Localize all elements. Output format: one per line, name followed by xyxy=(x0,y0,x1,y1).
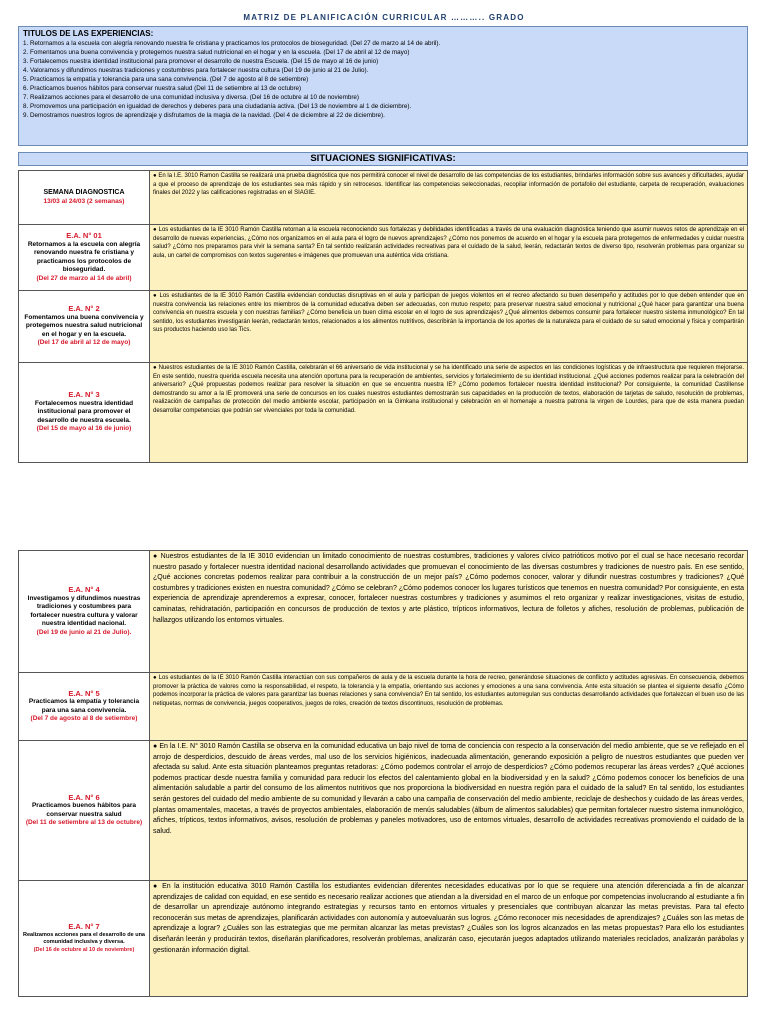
experience-name: Fomentamos una buena convivencia y protegemos nuestra salud nutricional en el hogar y en la escuela. xyxy=(24,313,144,338)
experience-date: (Del 7 de agosto al 8 de setiembre) xyxy=(30,715,138,722)
experience-name: Practicamos la empatía y tolerancia para una sana convivencia. xyxy=(28,698,140,714)
experience-date: (Del 15 de mayo al 16 de junio) xyxy=(36,425,132,433)
experience-code: E.A. N° 2 xyxy=(68,304,100,314)
situation-text-cell: ● Los estudiantes de la IE 3010 Ramón Castilla retornan a la escuela reconociendo sus fortalezas y debilidades identificadas a través de una evaluación diagnóstica teniendo que asumir nuevos retos de aprendizaje en el desarrollo de nuevas experiencias, ¿Cómo nos organizamos en el aula para el logro de nuevos aprendizajes? ¿Cómo nos ponemos de acuerdo en el hogar y la escuela para protegernos de enfermedades y cuidar nuestra salud? ¿Cómo nos preparamos para vivir la semana santa? En tal sentido realizarán actividades recreativas para el cuidado de la salud, leerán, redactarán textos de diverso tipo, resolverán problemas para organizar su aula, un cartel de compromisos con textos sugerentes e imágenes que promuevan una auténtica vida cristiana. xyxy=(150,225,748,291)
experience-date: (Del 27 de marzo al 14 de abril) xyxy=(36,274,132,282)
table-row xyxy=(19,673,748,741)
significant-situations-heading: SITUACIONES SIGNIFICATIVAS: xyxy=(18,152,748,166)
experience-code: E.A. N° 5 xyxy=(68,688,100,698)
table-row xyxy=(19,551,748,673)
situation-text-cell: ● Nuestros estudiantes de la IE 3010 evidencian un limitado conocimiento de nuestras costumbres, tradiciones y valores cívico patrióticos motivo por el cual se hace necesario recordar nuestro pasado y fortalecer nuestra identidad nacional desarrollando actividades que promuevan el conocimiento de las diversas costumbres y tradiciones de nuestro país. En ese sentido, ¿Qué acciones concretas podemos realizar para contribuir a la construcción de un mejor país? ¿Cómo podemos conocer, valorar y difundir nuestras costumbres y tradiciones? ¿Qué costumbres y tradiciones existen en nuestra comunidad? ¿Cómo se celebran? ¿Cómo podemos conocer los lugares turísticos que tenemos en nuestra comunidad? Por consiguiente, en esta experiencia de aprendizaje aprenderemos a expresar, conocer, fortalecer nuestras costumbres y tradiciones y asumimos el reto organizar y realizar investigaciones, visitas de estudio, caminatas, rehidratación, participación en concursos de producción de textos y arte plástico, trípticos informativos, lectura de folletos y afiches, resolución de problemas, publicación de hallazgos utilizando los entornos virtuales. xyxy=(150,551,748,673)
experience-title-item: 6. Practicamos buenos hábitos para conservar nuestra salud (Del 11 de setiembre al 13 de octubre) xyxy=(23,85,302,92)
situation-text-cell: ● En la I.E. 3010 Ramon Castilla se realizará una prueba diagnóstica que nos permitirá conocer el nivel de desarrollo de las competencias de los estudiantes, brindarles información sobre sus avances y dificultades, ayudar a que el proceso de aprendizaje de los estudiantes sea más rápido y sin retrocesos. Identificar las competencias seleccionadas, recopilar información de portafolio del estudiante, carpeta de recuperación, evaluaciones finales del 2022 y las calificaciones registradas en el SIAGIE. xyxy=(150,171,748,225)
experience-title-item: 5. Practicamos la empatía y tolerancia para una sana convivencia. (Del 7 de agosto al 8 de setiembre) xyxy=(23,76,309,83)
experience-code: E.A. N° 01 xyxy=(66,231,102,240)
experience-title-item: 1. Retornamos a la escuela con alegría renovando nuestra fe cristiana y practicamos los protocolos de bioseguridad. (Del 27 de marzo al 14 de abril). xyxy=(23,40,441,47)
situation-text: Nuestros estudiantes de la IE 3010 Ramón Castilla, celebrarán el 66 aniversario de vida institucional y se ha identificado una serie de aspectos en las condiciones logísticas y de infraestructura que requieren mejorarse. En este sentido, nuestra querida escuela necesita una atención oportuna para la recuperación de ambientes, servicios y fortalecimiento de su identidad institucional. ¿Qué acciones podemos realizar para la celebración del aniversario? ¿Qué propuestas podemos realizar para resolver la situación en que se encuentra nuestra IE? ¿Cómo podemos fortalecer nuestra identidad institucional? Por consiguiente, la comunidad Castillense demostrando su amor a la IE promoverá una serie de concursos en los cuales nuestros estudiantes demostrarán sus capacidades en la producción de textos, elaboración de tarjetas de saludo, resolución de problemas, realización de campañas de protección del medio ambiente escolar, participación en la Gimkana institucional y celebración en el homenaje a nuestra patrona la virgen de Lourdes, para que de esta manera puedan desarrollar competencias que podrán ser vivenciales por toda la comunidad. xyxy=(153,365,745,414)
experience-code: E.A. N° 7 xyxy=(68,922,100,931)
table-row xyxy=(19,171,748,225)
experience-date: (Del 19 de junio al 21 de Julio). xyxy=(36,628,132,636)
experience-code: E.A. N° 3 xyxy=(68,390,100,400)
experience-title-item: 8. Promovemos una participación en igualdad de derechos y deberes para una ciudadanía activa. (Del 13 de noviembre al 1 de diciembre). xyxy=(23,103,412,110)
experience-name: Practicamos buenos hábitos para conservar nuestra salud xyxy=(31,802,137,818)
row-label-cell xyxy=(19,171,150,225)
experience-date: (Del 11 de setiembre al 13 de octubre) xyxy=(25,819,143,826)
situation-text-cell: ● Nuestros estudiantes de la IE 3010 Ramón Castilla, celebrarán el 66 aniversario de vida institucional y se ha identificado una serie de aspectos en las condiciones logísticas y de infraestructura que requieren mejorarse. En este sentido, nuestra querida escuela necesita una atención oportuna para la recuperación de ambientes, servicios y fortalecimiento de su identidad institucional. ¿Qué acciones podemos realizar para la celebración del aniversario? ¿Qué propuestas podemos realizar para resolver la situación en que se encuentra nuestra IE? ¿Cómo podemos fortalecer nuestra identidad institucional? Por consiguiente, la comunidad Castillense demostrando su amor a la IE promoverá una serie de concursos en los cuales nuestros estudiantes demostrarán sus capacidades en la producción de textos, elaboración de tarjetas de saludo, resolución de problemas, realización de campañas de protección del medio ambiente escolar, participación en la Gimkana institucional y celebración en el homenaje a nuestra patrona la virgen de Lourdes, para que de esta manera puedan desarrollar competencias que podrán ser vivenciales por toda la comunidad. xyxy=(150,363,748,463)
situation-text: Nuestros estudiantes de la IE 3010 evidencian un limitado conocimiento de nuestras costumbres, tradiciones y valores cívico patrióticos motivo por el cual se hace necesario recordar nuestro pasado y fortalecer nuestra identidad nacional desarrollando actividades que promuevan el conocimiento de las diversas costumbres y tradiciones de nuestro país. En ese sentido, ¿Qué acciones concretas podemos realizar para contribuir a la construcción de un mejor país? ¿Cómo podemos conocer, valorar y difundir nuestras costumbres y tradiciones? ¿Qué costumbres y tradiciones existen en nuestra comunidad? ¿Cómo se celebran? ¿Cómo podemos conocer los lugares turísticos que tenemos en nuestra comunidad? Por consiguiente, en esta experiencia de aprendizaje aprenderemos a expresar, conocer, fortalecer nuestras costumbres y tradiciones y asumimos el reto organizar y realizar investigaciones, visitas de estudio, caminatas, rehidratación, participación en concursos de producción de textos y arte plástico, trípticos informativos, lectura de folletos y afiches, resolución de problemas, publicación de hallazgos utilizando los entornos virtuales. xyxy=(153,553,744,624)
experience-titles-box xyxy=(18,26,748,146)
row-label-cell xyxy=(19,291,150,363)
situation-text: Los estudiantes de la IE 3010 Ramón Castilla interactúan con sus compañeros de aula y de la escuela durante la hora de recreo, generándose situaciones de conflicto y actitudes agresivas. En consecuencia, debemos promover la práctica de valores como la responsabilidad, el respeto, la tolerancia y la empatía, orientando sus acciones y emociones a una sana convivencia. Ante esta situación se plantea el siguiente desafío ¿Cómo podemos incorporar la práctica de valores para garantizar las buenas relaciones y sana convivencia? En tal sentido, los estudiantes autorregulan sus conductas desarrollando actividades que fortalezcan el buen uso de las netiquetas, normas de convivencia, juegos cooperativos, juegos de roles, creación de textos discontinuos, resolución de problemas. xyxy=(153,675,745,707)
experience-code: E.A. N° 4 xyxy=(68,585,100,594)
table-row xyxy=(19,741,748,881)
situation-text-cell: ● Los estudiantes de la IE 3010 Ramón Castilla interactúan con sus compañeros de aula y de la escuela durante la hora de recreo, generándose situaciones de conflicto y actitudes agresivas. En consecuencia, debemos promover la práctica de valores como la responsabilidad, el respeto, la tolerancia y la empatía, orientando sus acciones y emociones a una sana convivencia. Ante esta situación se plantea el siguiente desafío ¿Cómo podemos incorporar la práctica de valores para garantizar las buenas relaciones y sana convivencia? En tal sentido, los estudiantes autorregulan sus conductas desarrollando actividades que fortalezcan el buen uso de las netiquetas, normas de convivencia, juegos cooperativos, juegos de roles, creación de textos discontinuos, resolución de problemas. xyxy=(150,673,748,741)
experience-titles-heading: TITULOS DE LAS EXPERIENCIAS: xyxy=(23,29,154,38)
table-row xyxy=(19,881,748,997)
situation-text: Los estudiantes de la IE 3010 Ramón Castilla retornan a la escuela reconociendo sus fortalezas y debilidades identificadas a través de una evaluación diagnóstica teniendo que asumir nuevos retos de aprendizaje en el desarrollo de nuevas experiencias, ¿Cómo nos organizamos en el aula para el logro de nuevos aprendizajes? ¿Cómo nos ponemos de acuerdo en el hogar y la escuela para protegernos de enfermedades y cuidar nuestra salud? ¿Cómo nos preparamos para vivir la semana santa? En tal sentido realizarán actividades recreativas para el cuidado de la salud, leerán, redactarán textos de diverso tipo, resolverán problemas para organizar su aula, un cartel de compromisos con textos sugerentes e imágenes que promuevan una auténtica vida cristiana. xyxy=(153,227,744,259)
situations-table-top xyxy=(18,170,748,463)
experience-title-item: 4. Valoramos y difundimos nuestras tradiciones y costumbres para fortalecer nuestra cultura (Del 19 de junio al 21 de Julio). xyxy=(23,67,369,74)
experience-name: Fortalecemos nuestra identidad institucional para promover el desarrollo de nuestra escuela. xyxy=(34,399,134,424)
experience-title-item: 2. Fomentamos una buena convivencia y protegemos nuestra salud nutricional en el hogar y en la escuela. (Del 17 de abril al 12 de mayo) xyxy=(23,49,410,56)
situation-text: En la I.E. 3010 Ramon Castilla se realizará una prueba diagnóstica que nos permitirá conocer el nivel de desarrollo de las competencias de los estudiantes, brindarles información sobre sus avances y dificultades, ayudar a que el proceso de aprendizaje de los estudiantes sea más rápido y sin retrocesos. Identificar las competencias seleccionadas, recopilar información de portafolio del estudiante, carpeta de recuperación, evaluaciones finales del 2022 y las calificaciones registradas en el SIAGIE. xyxy=(153,173,744,196)
row-label-cell xyxy=(19,881,150,997)
situations-table-bottom xyxy=(18,550,748,997)
situation-text: En la I.E. N° 3010 Ramón Castilla se observa en la comunidad educativa un bajo nivel de toma de conciencia con respecto a la conservación del medio ambiente, que se ve reflejado en el arrojo de desperdicios, descuido de áreas verdes, mal uso de los servicios higiénicos, inadecuada alimentación, generando exposición a peligro de nuestros estudiantes que pueden ver afectada su salud. Ante esta situación planteamos preguntas retadoras: ¿Cómo podemos controlar el arrojo de desperdicios? ¿Cómo podemos recuperar las áreas verdes? ¿Qué acciones podemos practicar desde nuestra familia y comunidad para reducir los efectos del calentamiento global en la biodiversidad y en la salud? ¿Cómo podemos conocer los beneficios de una alimentación saludable a partir del consumo de los alimentos nutritivos que nos proporciona la biodiversidad en nuestra región para el cuidado de la salud? En tal sentido, los estudiantes serán gestores del cuidado del medio ambiente de su comunidad y llevarán a cabo una campaña de conservación del medio ambiente, reciclaje de deshechos y cuidado de las áreas verdes, plantas ornamentales, macetas, a través de proyectos ambientales, elaboración de menús saludables (álbum de alimentos saludables) que permitan fortalecer nuestro sistema inmunológico, afiches, trípticos, textos informativos, avisos, resolución de problemas y paneles motivadores, uso de entornos virtuales, desarrollo de actividades recreativas promoviendo el cuidado de la salud. xyxy=(153,743,744,835)
experience-code: E.A. N° 6 xyxy=(68,792,100,802)
experience-date: 13/03 al 24/03 (2 semanas) xyxy=(43,197,125,205)
experience-title-item: 3. Fortalecemos nuestra identidad institucional para promover el desarrollo de nuestra Escuela. (Del 15 de mayo al 16 de junio) xyxy=(23,58,379,65)
experience-name: Investigamos y difundimos nuestras tradiciones y costumbres para fortalecer nuestra cultura y valorar nuestra identidad nacional. xyxy=(27,594,141,627)
experience-title-item: 7. Realizamos acciones para el desarrollo de una comunidad inclusiva y diversa. (Del 16 de octubre al 10 de noviembre) xyxy=(23,94,360,101)
situation-text-cell: ● Los estudiantes de la IE 3010 Ramón Castilla evidencian conductas disruptivas en el aula y participan de juegos violentos en el recreo afectando su buen desempeño y actitudes por lo que deben entender que en nuestra convivencia las relaciones entre los miembros de la comunidad educativa deben ser adecuadas, con mutuo respeto; para preservar nuestra salud emocional y nutricional ¿Qué hacer para garantizar una buena convivencia en nuestra escuela y con nuestras familias? ¿Cómo beneficia un buen clima escolar en el logro de sus aprendizajes? ¿Qué alimentos debemos consumir para fortalecer nuestro sistema inmunológico? En tal sentido, los estudiantes investigarán leerán, redactarán textos, relacionados a los alimentos nutritivos, describirán la importancia de los aportes de la naturaleza para el cuidado de su salud emocional y física y compartirán sus productos haciendo uso las Tics. xyxy=(150,291,748,363)
situation-text: En la institución educativa 3010 Ramón Castilla los estudiantes evidencian diferentes necesidades educativas por lo que se requiere una atención diferenciada a fin de alcanzar aprendizajes de calidad con equidad, en ese sentido es necesario realizar acciones que atiendan a la diversidad en el marco de un enfoque por competencias involucrando al estudiante a fin de desarrollar un aprendizaje autónomo integrando estrategias y recursos tanto en entornos virtuales y presenciales que contribuyan alcanzar las metas previstas. Para tal efecto reconocerán sus metas de aprendizajes, planificarán actividades con autonomía y autoevaluarán sus logros. ¿Cómo reconocer mis necesidades de aprendizajes? ¿Cuáles son las metas de aprendizaje a lograr? ¿Cuáles son las estrategias que me permitan alcanzar las metas previstas? ¿Cuáles son los logros alcanzados en las metas propuestas? Para ello los estudiantes diseñarán leerán y producirán textos, diseñarán planificadores, resolverán problemas, analizarán caso, ejecutarán juegos adaptados utilizando materiales reciclados, analizarán parábolas y gestionarán información digital. xyxy=(153,883,744,954)
experience-name: Realizamos acciones para el desarrollo de una comunidad inclusiva y diversa. xyxy=(23,931,145,945)
experience-name: Retornamos a la escuela con alegría renovando nuestra fe cristiana y practicamos los protocolos de bioseguridad. xyxy=(27,240,141,273)
row-label-cell xyxy=(19,741,150,881)
table-row xyxy=(19,363,748,463)
experience-date: (Del 17 de abril al 12 de mayo) xyxy=(37,339,131,347)
row-label-cell xyxy=(19,673,150,741)
table-row xyxy=(19,225,748,291)
situation-text-cell: ● En la I.E. N° 3010 Ramón Castilla se observa en la comunidad educativa un bajo nivel de toma de conciencia con respecto a la conservación del medio ambiente, que se ve reflejado en el arrojo de desperdicios, descuido de áreas verdes, mal uso de los servicios higiénicos, inadecuada alimentación, generando exposición a peligro de nuestros estudiantes que pueden ver afectada su salud. Ante esta situación planteamos preguntas retadoras: ¿Cómo podemos controlar el arrojo de desperdicios? ¿Cómo podemos recuperar las áreas verdes? ¿Qué acciones podemos practicar desde nuestra familia y comunidad para reducir los efectos del calentamiento global en la biodiversidad y en la salud? ¿Cómo podemos conocer los beneficios de una alimentación saludable a partir del consumo de los alimentos nutritivos que nos proporciona la biodiversidad en nuestra región para el cuidado de la salud? En tal sentido, los estudiantes serán gestores del cuidado del medio ambiente de su comunidad y llevarán a cabo una campaña de conservación del medio ambiente, reciclaje de deshechos y cuidado de las áreas verdes, plantas ornamentales, macetas, a través de proyectos ambientales, elaboración de menús saludables (álbum de alimentos saludables) que permitan fortalecer nuestro sistema inmunológico, afiches, trípticos, textos informativos, avisos, resolución de problemas y paneles motivadores, uso de entornos virtuales, desarrollo de actividades recreativas promoviendo el cuidado de la salud. xyxy=(150,741,748,881)
row-label-cell xyxy=(19,363,150,463)
experience-date: (Del 16 de octubre al 10 de noviembre) xyxy=(33,946,135,953)
table-row xyxy=(19,291,748,363)
experience-name: SEMANA DIAGNOSTICA xyxy=(43,189,125,196)
situation-text: Los estudiantes de la IE 3010 Ramón Castilla evidencian conductas disruptivas en el aula y participan de juegos violentos en el recreo afectando su buen desempeño y actitudes por lo que deben entender que en nuestra convivencia las relaciones entre los miembros de la comunidad educativa deben ser adecuadas, con mutuo respeto; para preservar nuestra salud emocional y nutricional ¿Qué hacer para garantizar una buena convivencia en nuestra escuela y con nuestras familias? ¿Cómo beneficia un buen clima escolar en el logro de sus aprendizajes? ¿Qué alimentos debemos consumir para fortalecer nuestro sistema inmunológico? En tal sentido, los estudiantes investigarán leerán, redactarán textos, relacionados a los alimentos nutritivos, describirán la importancia de los aportes de la naturaleza para el cuidado de su salud emocional y física y compartirán sus productos haciendo uso las Tics. xyxy=(153,293,744,333)
situation-text-cell: ● En la institución educativa 3010 Ramón Castilla los estudiantes evidencian diferentes necesidades educativas por lo que se requiere una atención diferenciada a fin de alcanzar aprendizajes de calidad con equidad, en ese sentido es necesario realizar acciones que atiendan a la diversidad en el marco de un enfoque por competencias involucrando al estudiante a fin de desarrollar un aprendizaje autónomo integrando estrategias y recursos tanto en entornos virtuales y presenciales que contribuyan alcanzar las metas previstas. Para tal efecto reconocerán sus metas de aprendizajes, planificarán actividades con autonomía y autoevaluarán sus logros. ¿Cómo reconocer mis necesidades de aprendizajes? ¿Cuáles son las metas de aprendizaje a lograr? ¿Cuáles son las estrategias que me permitan alcanzar las metas previstas? ¿Cuáles son los logros alcanzados en las metas propuestas? Para ello los estudiantes diseñarán leerán y producirán textos, diseñarán planificadores, resolverán problemas, analizarán caso, ejecutarán juegos adaptados utilizando materiales reciclados, analizarán parábolas y gestionarán información digital. xyxy=(150,881,748,997)
row-label-cell xyxy=(19,225,150,291)
experience-title-item: 9. Demostramos nuestros logros de aprendizaje y disfrutamos de la magia de la navidad. (Del 4 de diciembre al 22 de diciembre). xyxy=(23,112,385,119)
document-title: MATRIZ DE PLANIFICACIÓN CURRICULAR ……….. GRADO xyxy=(243,13,525,22)
row-label-cell xyxy=(19,551,150,673)
